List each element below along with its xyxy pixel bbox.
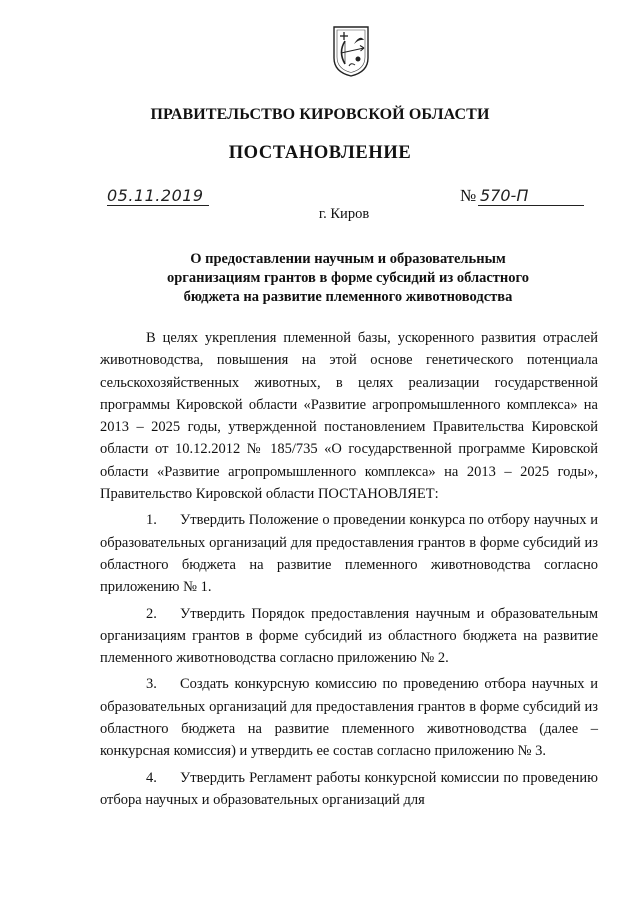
list-item xyxy=(100,673,598,762)
item-number: 4. xyxy=(146,769,157,786)
item-text: Создать конкурсную комиссию по проведению отбора научных и образовательных организаций для предоставления грантов в форме субсидий из областного бюджета на развитие племенного животноводства (далее – конкурсная комиссия) и утвердить ее состав согласно приложению № 3. xyxy=(100,676,598,760)
document-type-title: ПОСТАНОВЛЕНИЕ xyxy=(228,143,412,163)
document-body xyxy=(100,327,598,815)
coat-of-arms-icon xyxy=(331,24,371,78)
list-item xyxy=(100,767,598,812)
list-item xyxy=(100,603,598,670)
item-number: 1. xyxy=(146,512,157,529)
number-label: № xyxy=(460,186,477,205)
document-number: 570-П xyxy=(480,186,529,205)
item-text: Утвердить Регламент работы конкурсной комиссии по проведению отбора научных и образовательных организаций для xyxy=(100,769,598,808)
list-item xyxy=(100,509,598,598)
city-name: г. Киров xyxy=(318,206,370,222)
document-date-field xyxy=(107,186,209,206)
document-subject xyxy=(148,250,548,307)
item-text: Утвердить Порядок предоставления научным и образовательным организациям грантов в форме субсидий из областного бюджета на развитие племенного животноводства согласно приложению № 2. xyxy=(100,605,598,667)
item-number: 3. xyxy=(146,676,157,693)
item-number: 2. xyxy=(146,605,157,622)
subject-line: организациям грантов в форме субсидий из областного xyxy=(166,270,530,286)
item-text: Утвердить Положение о проведении конкурса по отбору научных и образовательных организаций для предоставления грантов в форме субсидий из областного бюджета на развитие племенного животноводства согласно приложению № 1. xyxy=(100,512,598,596)
preamble-paragraph: В целях укрепления племенной базы, ускоренного развития отраслей животноводства, повышения на этой основе генетического потенциала сельскохозяйственных животных, в целях реализации государственной программы Кировской области «Развитие агропромышленного комплекса» на 2013 – 2025 годы, утвержденной постановлением Правительства Кировской области от 10.12.2012 № 185/735 «О государственной программе Кировской области «Развитие агропромышленного комплекса» на 2013 – 2025 годы», Правительство Кировской области ПОСТАНОВЛЯЕТ: xyxy=(100,330,598,503)
document-date: 05.11.2019 xyxy=(107,186,204,205)
subject-line: О предоставлении научным и образовательным xyxy=(190,251,506,267)
document-number-field xyxy=(478,186,584,206)
organization-title: ПРАВИТЕЛЬСТВО КИРОВСКОЙ ОБЛАСТИ xyxy=(150,106,490,123)
subject-line: бюджета на развитие племенного животноводства xyxy=(183,289,513,305)
